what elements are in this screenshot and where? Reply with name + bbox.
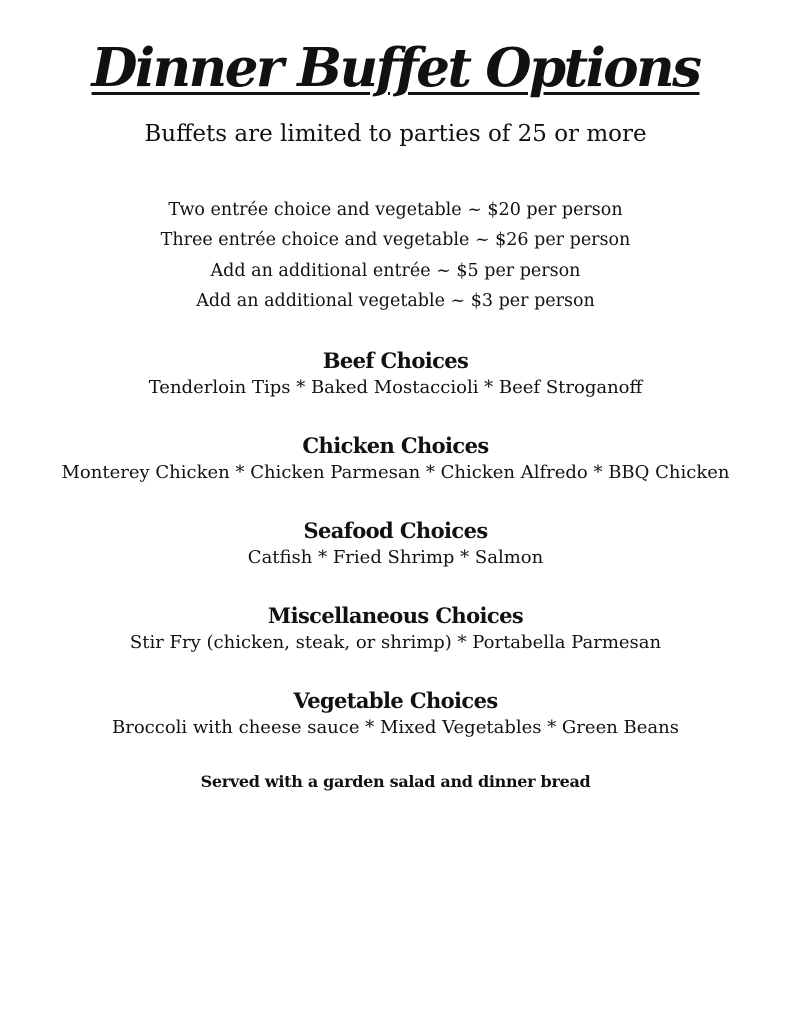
page-title: Dinner Buffet Options [91, 37, 700, 99]
section-seafood [0, 517, 791, 571]
page-subtitle: Buffets are limited to parties of 25 or more [144, 121, 647, 147]
pricing-line: Three entrée choice and vegetable ~ $26 per person [160, 230, 631, 251]
section-heading: Chicken Choices [302, 433, 489, 458]
pricing-line: Two entrée choice and vegetable ~ $20 per person [168, 200, 623, 220]
section-heading: Beef Choices [322, 348, 469, 373]
section-items: Catfish * Fried Shrimp * Salmon [247, 547, 544, 569]
section-miscellaneous [0, 602, 791, 656]
section-heading: Seafood Choices [303, 518, 488, 543]
served-with-note: Served with a garden salad and dinner bread [200, 772, 591, 791]
section-items: Monterey Chicken * Chicken Parmesan * Chicken Alfredo * BBQ Chicken [61, 462, 730, 484]
pricing-line: Add an additional vegetable ~ $3 per person [196, 290, 595, 311]
section-items: Broccoli with cheese sauce * Mixed Vegetables * Green Beans [112, 717, 679, 739]
pricing-list [0, 195, 791, 316]
section-items: Tenderloin Tips * Baked Mostaccioli * Beef Stroganoff [148, 377, 643, 399]
section-chicken [0, 432, 791, 486]
section-beef [0, 347, 791, 401]
section-items: Stir Fry (chicken, steak, or shrimp) * Portabella Parmesan [129, 632, 662, 654]
pricing-line: Add an additional entrée ~ $5 per person [210, 260, 581, 281]
section-heading: Vegetable Choices [293, 688, 498, 713]
section-vegetable [0, 687, 791, 741]
section-heading: Miscellaneous Choices [267, 603, 524, 628]
